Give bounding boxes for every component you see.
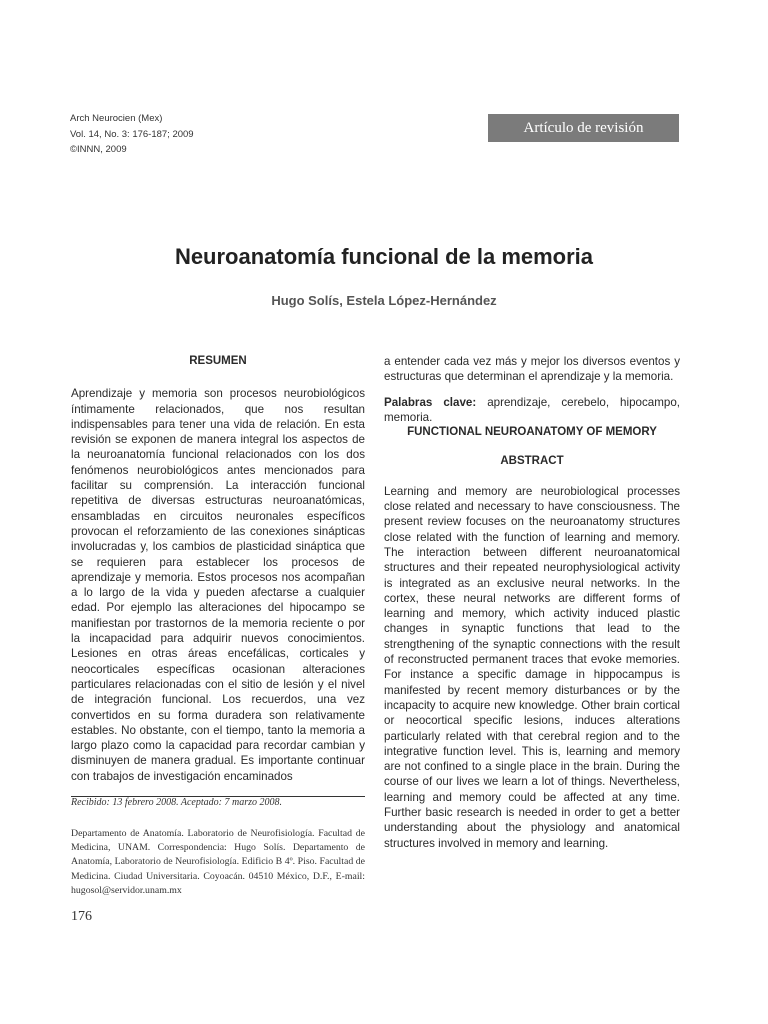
article-type-badge — [488, 114, 679, 142]
article-type-label: Artículo de revisión — [523, 119, 644, 136]
resumen-text: Aprendizaje y memoria son procesos neurobiológicos íntimamente relacionados, que nos resultan indispensables para tener una vida de relación. En esta revisión se exponen de manera integral los aspectos de la neuroanatomía funcional relacionados con los dos fenómenos neurobiológicos antes mencionados para facilitar su comprensión. La interacción funcional repetitiva de diversas estructuras neuroanatómicas, ensambladas en circuitos neuronales específicos provocan el reforzamiento de las conexiones sinápticas involucradas y, los cambios de plasticidad sináptica que se requieren para establecer los procesos de aprendizaje y memoria. Estos procesos nos acompañan a lo largo de la vida y pueden afectarse a cualquier edad. Por ejemplo las alteraciones del hipocampo se manifiestan por trastornos de la memoria reciente o por la incapacidad para adquirir nuevos conocimientos. Lesiones en otras áreas encefálicas, corticales y neocorticales específicas ocasionan alteraciones particulares relacionadas con el sitio de lesión y el nivel de integración funcional. Los recuerdos, una vez convertidos en su forma duradera son relativamente estables. No obstante, con el tiempo, tanto la memoria a largo plazo como la capacidad para recordar cambian y disminuyen de manera gradual. Es importante continuar con trabajos de investigación encaminados — [71, 387, 365, 783]
abstract-text: Learning and memory are neurobiological processes close related and necessary to have consciousness. The present review focuses on the neuroanatomy structures close related with the function of learning and memory. The interaction between different neuroanatomical structures and their repeated neurophysiological activity is integrated as an exclusive neural networks. In the cortex, these neural networks are different forms of learning and memory, which activity induced plastic changes in synaptic functions that lead to the strengthening of the synaptic connections with the result of reconstructed permanent traces that evoke memories. For instance a specific damage in hippocampus is manifested by recent memory disturbances or by the incapacity to acquire new knowledge. Other brain cortical or neocortical specific lesions, induces alterations particularly related with that cerebral region and to the integrative function level. This is, learning and memory are not confined to a single place in the brain. During the course of our lives we learn a lot of things. Nevertheless, learning and memory could be affected at any time. Further basic research is needed in order to get a better understanding about the physiology and anatomical structures involved in memory and learning. — [384, 484, 680, 850]
affiliation-note: Departamento de Anatomía. Laboratorio de Neurofisiología. Facultad de Medicina, UNAM. Correspondencia: Hugo Solís. Departamento de Anatomía, Laboratorio de Neurofisiología. Edificio B 4º. Piso. Facultad de Medicina. Ciudad Universitaria. Coyoacán. 04510 México, D.F., E-mail: hugosol@servidor.unam.mx — [71, 828, 365, 896]
right-column — [384, 354, 680, 851]
article-authors: Hugo Solís, Estela López-Hernández — [271, 293, 497, 308]
journal-name: Arch Neurocien (Mex) — [70, 113, 163, 124]
abstract-heading: ABSTRACT — [500, 455, 564, 468]
journal-volume: Vol. 14, No. 3: 176-187; 2009 — [70, 128, 194, 140]
resumen-heading: RESUMEN — [189, 355, 247, 367]
received-dates: Recibido: 13 febrero 2008. Aceptado: 7 marzo 2008. — [71, 797, 282, 808]
page-number: 176 — [71, 909, 92, 924]
article-title: Neuroanatomía funcional de la memoria — [174, 244, 594, 269]
english-title: FUNCTIONAL NEUROANATOMY OF MEMORY — [407, 426, 657, 439]
keywords — [384, 395, 680, 426]
keywords-text: aprendizaje, cerebelo, hipocampo, memoria. — [384, 395, 680, 424]
journal-copyright: ©INNN, 2009 — [70, 144, 127, 155]
left-column — [71, 354, 365, 784]
journal-citation — [70, 111, 194, 158]
resumen-continuation: a entender cada vez más y mejor los diversos eventos y estructuras que determinan el aprendizaje y la memoria. — [384, 355, 680, 384]
keywords-label: Palabras clave: — [384, 395, 477, 409]
